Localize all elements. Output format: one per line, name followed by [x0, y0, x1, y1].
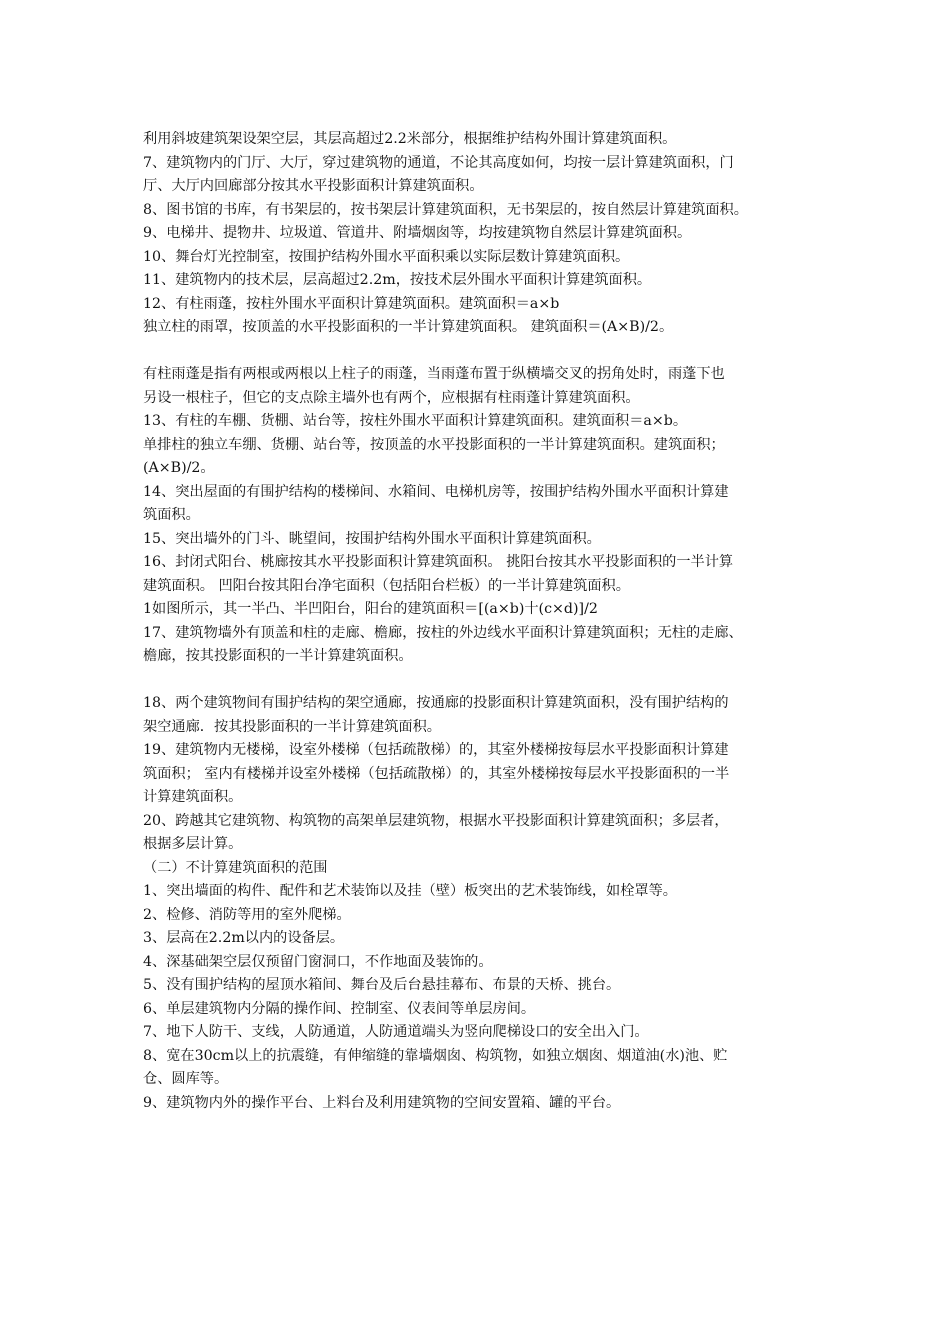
text-line: 1如图所示，其一半凸、半凹阳台，阳台的建筑面积＝[(a×b)十(c×d)]/2: [143, 601, 598, 617]
text-line: 1、突出墙面的构件、配件和艺术装饰以及挂（壁）板突出的艺术装饰线，如栓罩等。: [143, 883, 677, 899]
text-line: 有柱雨蓬是指有两根或两根以上柱子的雨蓬，当雨蓬布置于纵横墙交叉的拐角处时，雨蓬下也: [143, 366, 725, 382]
text-line: 16、封闭式阳台、桃廊按其水平投影面积计算建筑面积。 挑阳台按其水平投影面积的一半计算: [143, 554, 734, 570]
text-line: 厅、大厅内回廊部分按其水平投影面积计算建筑面积。: [143, 178, 484, 194]
text-line: 独立柱的雨罩，按顶盖的水平投影面积的一半计算建筑面积。 建筑面积＝(A×B)/2。: [143, 319, 674, 335]
text-line: 5、没有围护结构的屋顶水箱间、舞台及后台悬挂幕布、布景的天桥、挑台。: [143, 977, 621, 993]
text-line: 18、两个建筑物间有围护结构的架空通廊，按通廊的投影面积计算建筑面积，没有围护结构的: [143, 695, 729, 711]
text-line: 8、宽在30cm以上的抗震缝，有伸缩缝的靠墙烟囱、构筑物，如独立烟囱、烟道油(水)池、贮: [143, 1047, 728, 1064]
text-line: 19、建筑物内无楼梯，设室外楼梯（包括疏散梯）的，其室外楼梯按每层水平投影面积计算建: [143, 742, 729, 758]
text-line: 筑面积； 室内有楼梯并设室外楼梯（包括疏散梯）的，其室外楼梯按每层水平投影面积的一半: [143, 765, 730, 782]
text-line: 11、建筑物内的技术层，层高超过2.2m，按技术层外围水平面积计算建筑面积。: [143, 272, 652, 288]
text-line: 根据多层计算。: [143, 836, 243, 852]
document-page: [143, 128, 823, 1115]
text-line: 12、有柱雨蓬，按柱外围水平面积计算建筑面积。建筑面积＝a×b: [143, 295, 560, 312]
text-line: 13、有柱的车棚、货棚、站台等，按柱外围水平面积计算建筑面积。建筑面积＝a×b。: [143, 413, 688, 429]
text-line: 2、检修、消防等用的室外爬梯。: [143, 906, 351, 923]
text-line: 檐廊，按其投影面积的一半计算建筑面积。: [143, 648, 413, 664]
blank-line: [143, 669, 823, 693]
text-line: 9、电梯井、提物井、垃圾道、管道井、附墙烟囱等，均按建筑物自然层计算建筑面积。: [143, 225, 692, 241]
text-line: (A×B)/2。: [143, 460, 215, 476]
text-line: 另设一根柱子，但它的支点除主墙外也有两个，应根据有柱雨蓬计算建筑面积。: [143, 389, 640, 406]
text-line: 6、单层建筑物内分隔的操作间、控制室、仪表间等单层房间。: [143, 1000, 536, 1017]
text-line: 3、层高在2.2m以内的设备层。: [143, 930, 345, 946]
text-line: 仓、圆库等。: [143, 1071, 229, 1087]
text-line: 利用斜坡建筑架设架空层，其层高超过2.2米部分，根据维护结构外围计算建筑面积。: [143, 131, 677, 147]
blank-line: [143, 340, 823, 364]
text-line: 7、地下人防干、支线，人防通道，人防通道端头为竖向爬梯设口的安全出入门。: [143, 1024, 649, 1040]
text-line: 7、建筑物内的门厅、大厅，穿过建筑物的通道，不论其高度如何，均按一层计算建筑面积，门: [143, 154, 734, 171]
text-line: 8、图书馆的书库，有书架层的，按书架层计算建筑面积，无书架层的，按自然层计算建筑面积。: [143, 201, 748, 218]
text-line: 17、建筑物墙外有顶盖和柱的走廊、檐廊，按柱的外边线水平面积计算建筑面积；无柱的走廊、: [143, 624, 743, 641]
text-line: （二）不计算建筑面积的范围: [143, 859, 328, 876]
text-line: 10、舞台灯光控制室，按围护结构外围水平面积乘以实际层数计算建筑面积。: [143, 248, 630, 265]
text-line: 计算建筑面积。: [143, 789, 243, 805]
text-line: 4、深基础架空层仅预留门窗洞口，不作地面及装饰的。: [143, 953, 493, 970]
text-line: 20、跨越其它建筑物、构筑物的高架单层建筑物，根据水平投影面积计算建筑面积；多层者，: [143, 812, 729, 829]
text-line: 架空通廊．按其投影面积的一半计算建筑面积。: [143, 718, 441, 735]
text-line: 15、突出墙外的门斗、眺望间，按围护结构外围水平面积计算建筑面积。: [143, 530, 601, 547]
text-line: 9、建筑物内外的操作平台、上料台及利用建筑物的空间安置箱、罐的平台。: [143, 1094, 621, 1111]
text-line: 单排柱的独立车绷、货棚、站台等，按顶盖的水平投影面积的一半计算建筑面积。建筑面积；: [143, 436, 725, 453]
text-line: 14、突出屋面的有围护结构的楼梯间、水箱间、电梯机房等，按围护结构外围水平面积计算建: [143, 483, 729, 500]
text-line: 筑面积。: [143, 507, 200, 523]
text-line: 建筑面积。 凹阳台按其阳台净宅面积（包括阳台栏板）的一半计算建筑面积。: [143, 577, 630, 594]
